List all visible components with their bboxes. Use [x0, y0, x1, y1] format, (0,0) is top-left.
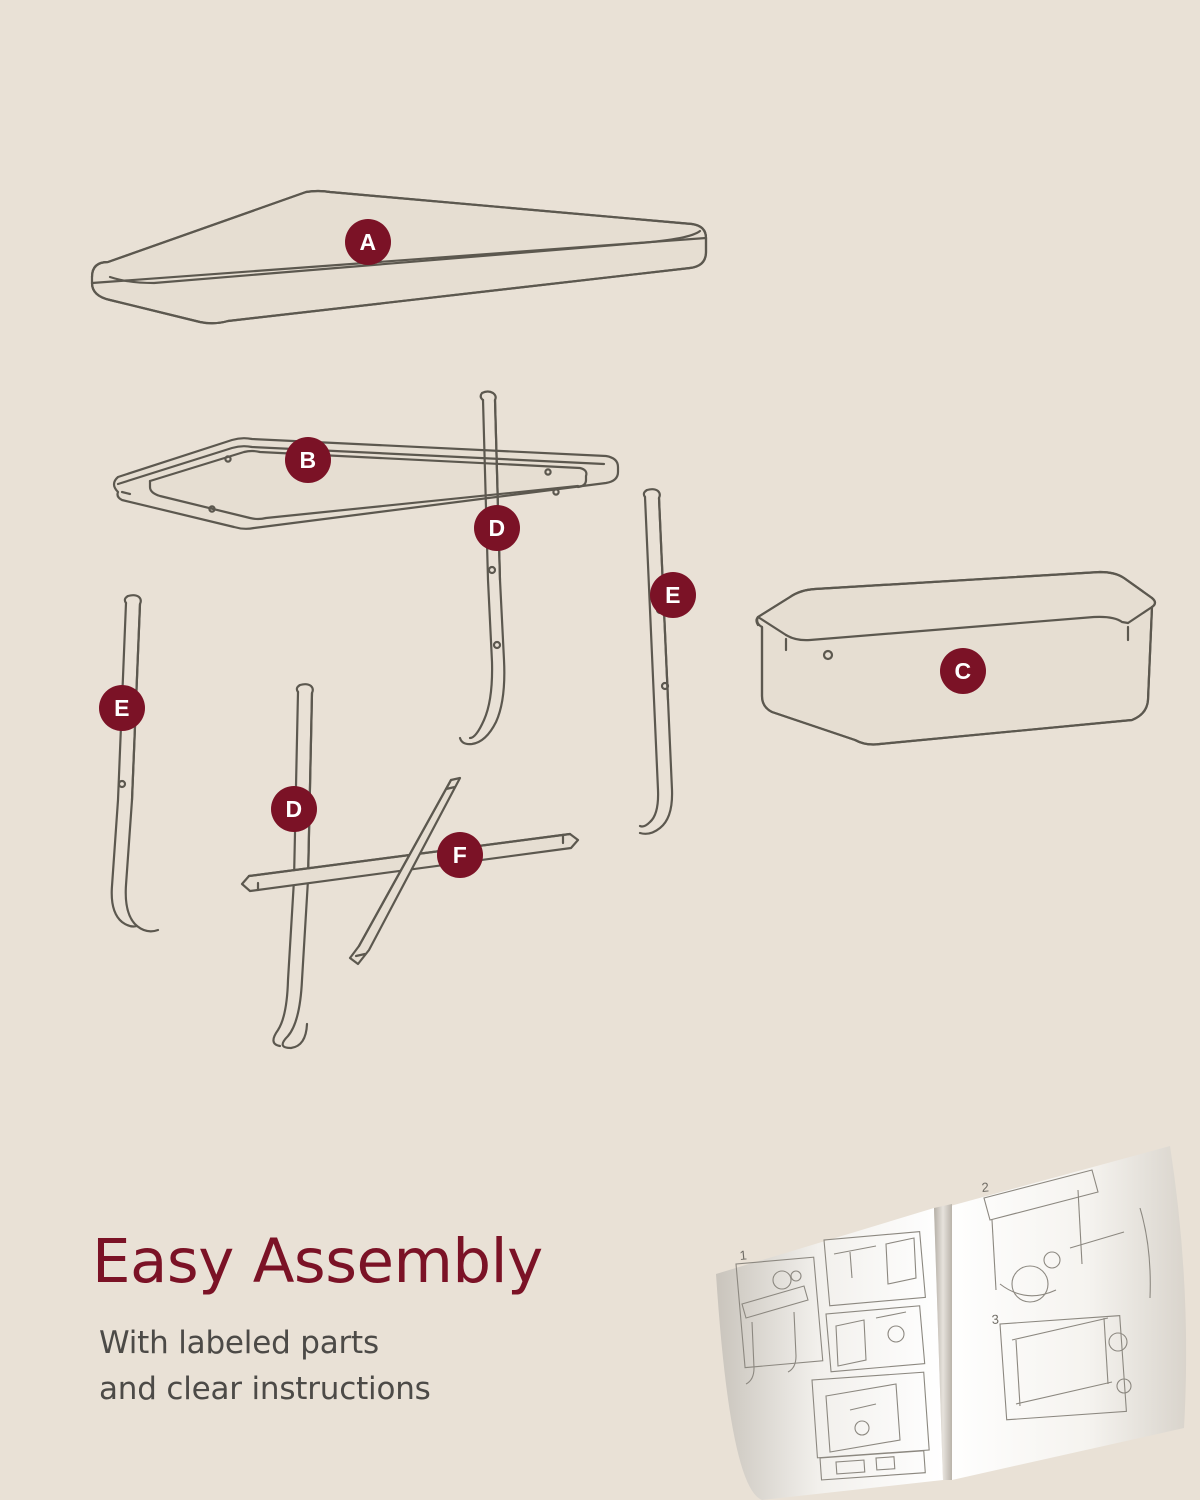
part-label-d-lower	[271, 786, 317, 832]
part-label-d-upper	[474, 505, 520, 551]
part-label-d-lower-text: D	[285, 795, 303, 822]
part-label-e-left	[99, 685, 145, 731]
part-d-leg-lower	[273, 684, 312, 1048]
part-label-b-text: B	[299, 446, 317, 473]
part-label-f-text: F	[452, 841, 468, 868]
part-label-e-right-text: E	[665, 581, 681, 608]
assembly-manual-photo	[700, 1128, 1200, 1500]
subheadline-line-2: and clear instructions	[99, 1371, 431, 1407]
subheadline-line-1: With labeled parts	[99, 1325, 379, 1361]
part-label-d-upper-text: D	[488, 514, 506, 541]
part-label-f	[437, 832, 483, 878]
part-d-leg-upper	[460, 392, 504, 745]
svg-text:3: 3	[991, 1311, 1000, 1327]
svg-text:1: 1	[738, 1247, 748, 1263]
part-label-e-left-text: E	[114, 694, 130, 721]
part-label-a	[345, 219, 391, 265]
part-label-a-text: A	[359, 228, 377, 255]
headline: Easy Assembly	[92, 1226, 543, 1297]
part-label-c-text: C	[954, 657, 972, 684]
subheadline	[99, 1320, 431, 1412]
part-a-tabletop	[92, 191, 706, 323]
part-b-frame	[114, 438, 618, 529]
part-e-leg-right	[640, 489, 672, 834]
svg-text:2: 2	[980, 1179, 990, 1195]
part-label-b	[285, 437, 331, 483]
part-label-e-right	[650, 572, 696, 618]
part-label-c	[940, 648, 986, 694]
part-e-leg-left	[112, 595, 158, 931]
